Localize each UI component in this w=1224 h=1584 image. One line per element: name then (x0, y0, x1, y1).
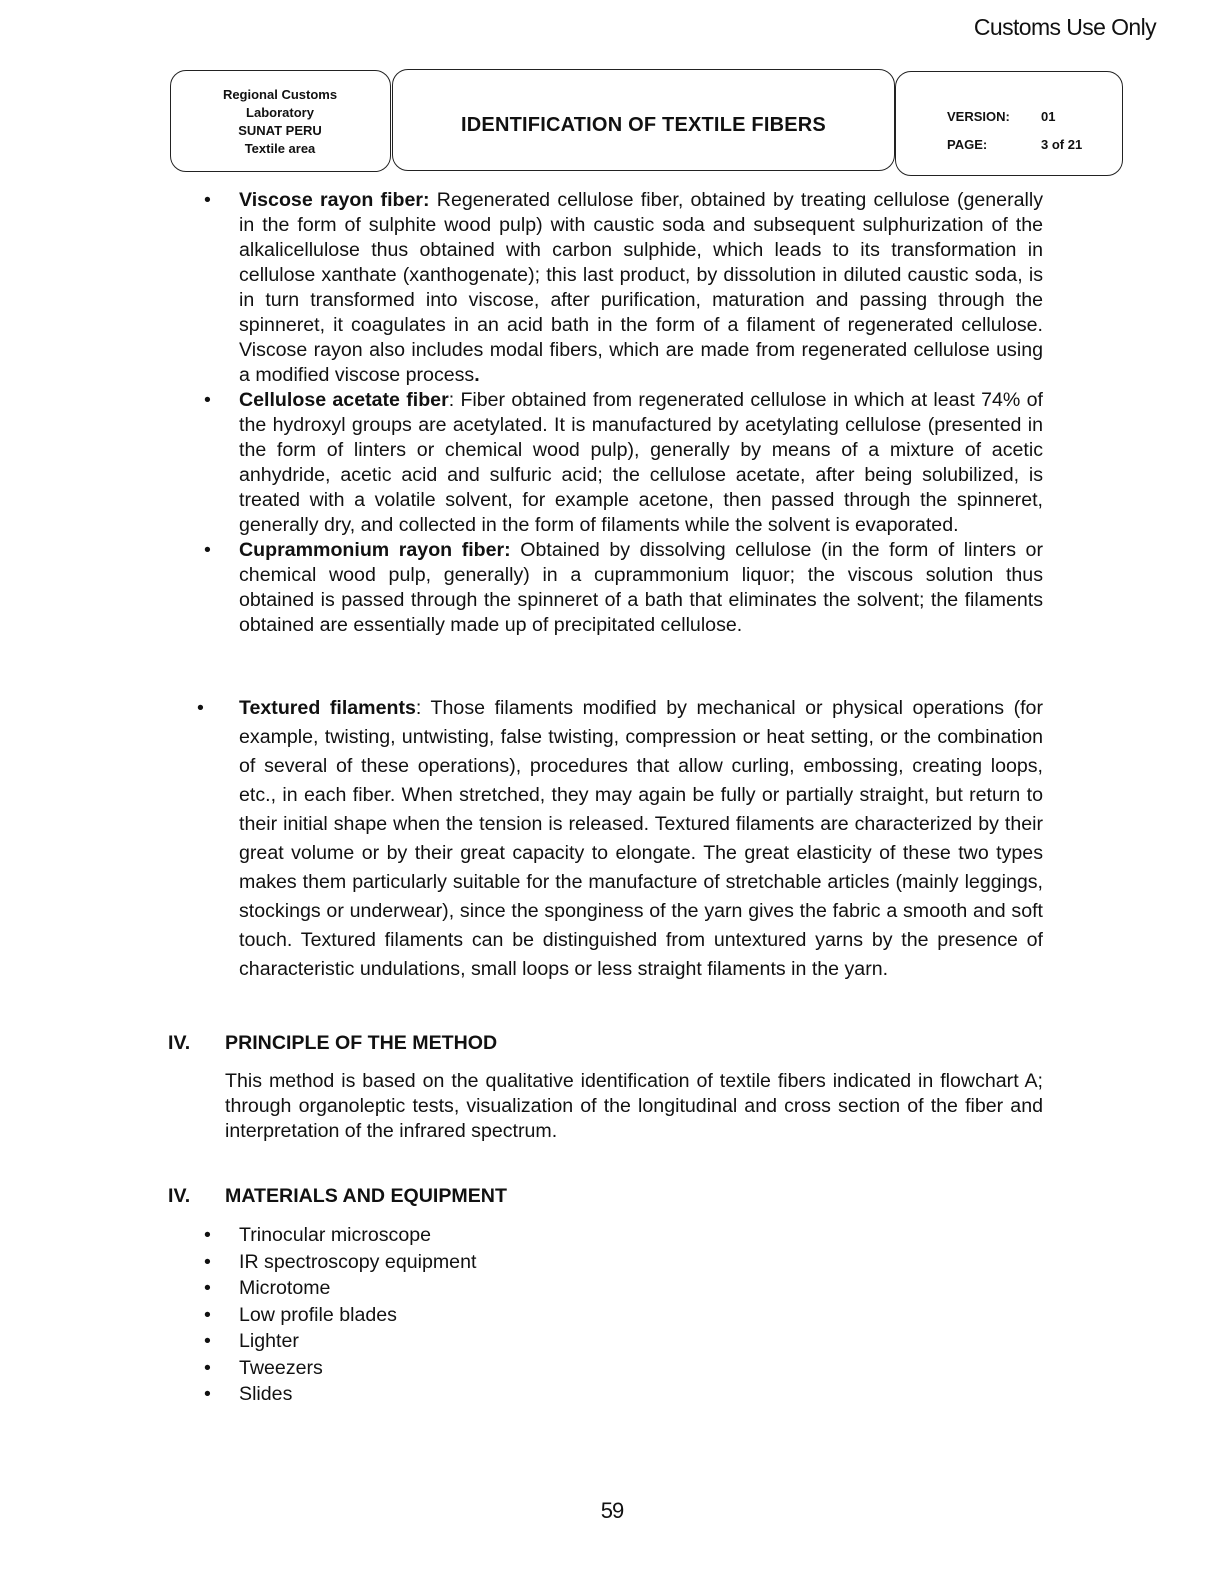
fiber-term: Cuprammonium rayon fiber: (239, 539, 511, 561)
material-item: • IR spectroscopy equipment (239, 1249, 1043, 1276)
section-title: PRINCIPLE OF THE METHOD (225, 1032, 498, 1054)
section-title: MATERIALS AND EQUIPMENT (225, 1185, 507, 1207)
fiber-description: Regenerated cellulose fiber, obtained by treating cellulose (generally in the form of sulphite wood pulp) with caustic soda and subsequent sulphurization of the alkalicellulose thus obtained with carbon sulphide, which leads to its transformation in cellulose xanthate (xanthogenate); this last product, by dissolution in diluted caustic soda, is in turn transformed into viscose, after purification, maturation and passing through the spinneret, it coagulates in an acid bath in the form of a filament of regenerated cellulose. Viscose rayon also includes modal fibers, which are made from regenerated cellulose using a modified viscose process (239, 189, 1043, 386)
material-item: • Low profile blades (239, 1302, 1043, 1329)
section-number: IV. (168, 1032, 191, 1054)
section-materials-heading (168, 1185, 507, 1208)
page-number: 59 (600, 1498, 624, 1523)
page-label: PAGE: (947, 137, 988, 152)
lab-line: Regional Customs (222, 87, 338, 102)
fiber-term: Cellulose acetate fiber (239, 389, 449, 411)
version-label: VERSION: (947, 109, 1010, 124)
lab-line: SUNAT PERU (238, 123, 322, 138)
fiber-term: Textured filaments (239, 697, 416, 719)
section-principle-heading (168, 1032, 497, 1055)
material-item: • Slides (239, 1381, 1043, 1408)
material-item: • Trinocular microscope (239, 1222, 1043, 1249)
fiber-description-end: . (474, 364, 480, 386)
fiber-description: : Those filaments modified by mechanical or physical operations (for example, twisting, untwisting, false twisting, compression or heat setting, or the combination of several of these operations), procedures that allow curling, embossing, creating loops, etc., in each fiber. When stretched, they may again be fully or partially straight, but return to their initial shape when the tension is released. Textured filaments are characterized by their great volume or by their great capacity to elongate. The great elasticity of these two types makes them particularly suitable for the manufacture of stretchable articles (mainly leggings, stockings or underwear), since the sponginess of the yarn gives the fabric a smooth and soft touch. Textured filaments can be distinguished from untextured yarns by the presence of characteristic undulations, small loops or less straight filaments in the yarn. (239, 697, 1043, 980)
document-title: IDENTIFICATION OF TEXTILE FIBERS (461, 114, 826, 136)
section-number: IV. (168, 1185, 191, 1207)
fiber-term: Viscose rayon fiber: (239, 189, 430, 211)
fiber-definition (239, 538, 1043, 638)
version-value: 01 (1041, 109, 1056, 124)
material-item: • Microtome (239, 1275, 1043, 1302)
lab-name (186, 86, 374, 158)
section-principle-text: This method is based on the qualitative identification of textile fibers indicated in flowchart A; through organoleptic tests, visualization of the longitudinal and cross section of the fiber and interpretation of the infrared spectrum. (225, 1070, 1043, 1142)
fiber-definition (239, 188, 1043, 388)
fiber-definition (239, 388, 1043, 538)
page-value: 3 of 21 (1041, 137, 1083, 152)
fiber-description: Obtained by dissolving cellulose (in the form of linters or chemical wood pulp, generally) in a cuprammonium liquor; the viscous solution thus obtained is passed through the spinneret of a bath that eliminates the solvent; the filaments obtained are essentially made up of precipitated cellulose. (239, 539, 1043, 636)
lab-line: Textile area (244, 141, 316, 156)
material-item: • Lighter (239, 1328, 1043, 1355)
fiber-definition (239, 694, 1043, 984)
lab-line: Laboratory (246, 105, 314, 120)
material-item: • Tweezers (239, 1355, 1043, 1382)
fiber-description: : Fiber obtained from regenerated cellulose in which at least 74% of the hydroxyl groups are acetylated. It is manufactured by acetylating cellulose (presented in the form of linters or chemical wood pulp), generally by means of a mixture of acetic anhydride, acetic acid and sulfuric acid; the cellulose acetate, after being solubilized, is treated with a volatile solvent, for example acetone, then passed through the spinneret, generally dry, and collected in the form of filaments while the solvent is evaporated. (239, 389, 1043, 536)
materials-list (239, 1222, 1043, 1408)
customs-use-only-label: Customs Use Only (973, 14, 1156, 40)
fiber-definitions-list (239, 188, 1043, 638)
textured-filaments-list (239, 694, 1043, 984)
